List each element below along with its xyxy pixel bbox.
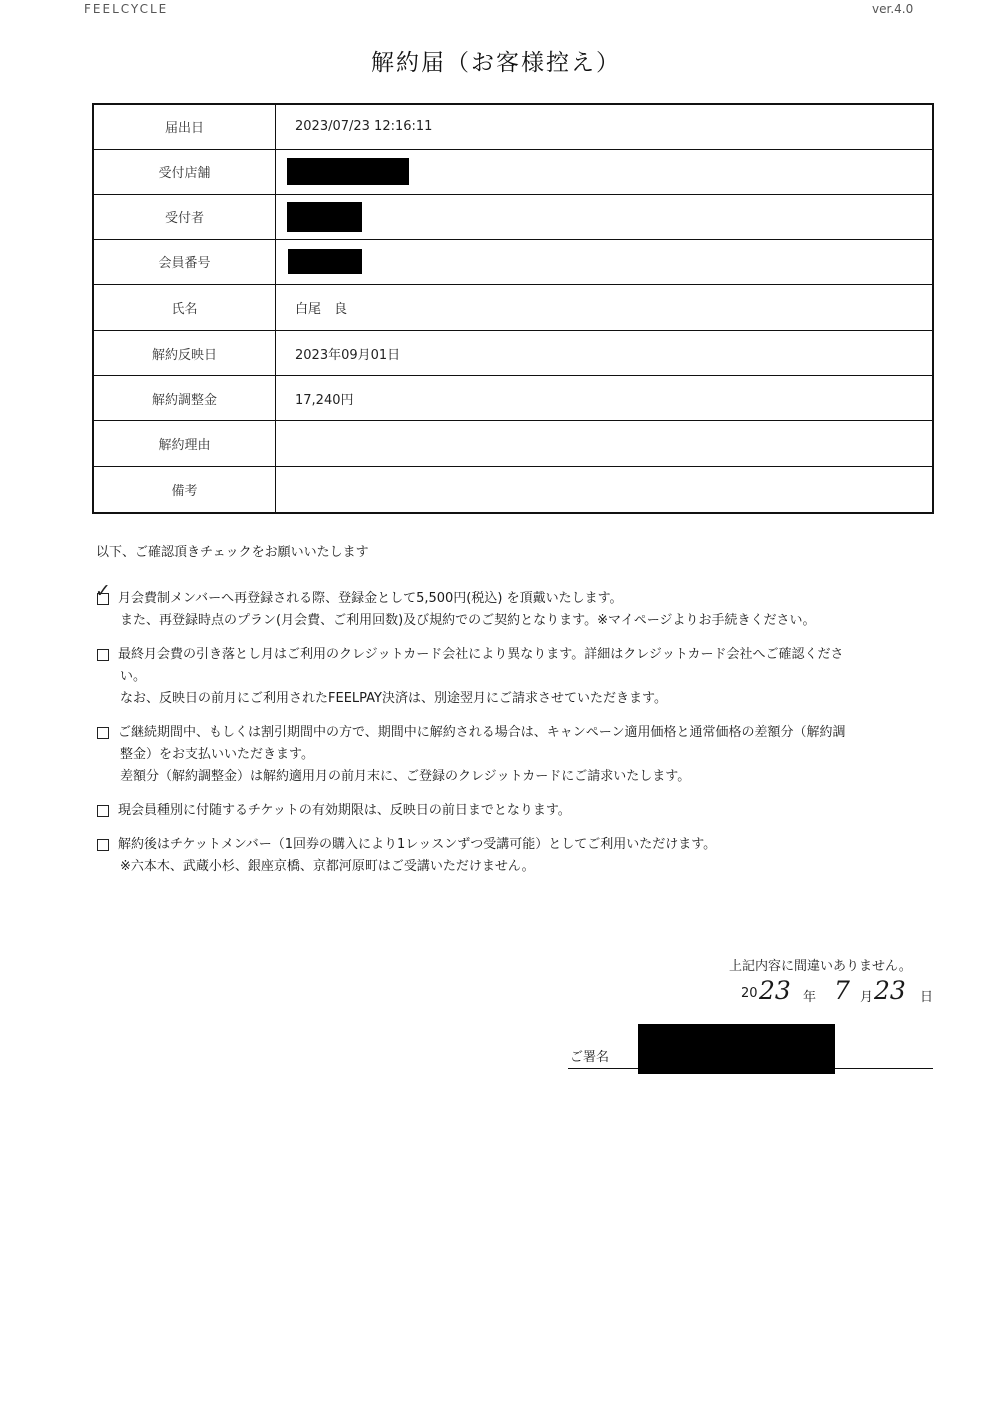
date-month-handwritten: 7: [834, 976, 850, 1005]
label-name: 氏名: [93, 284, 276, 330]
redaction-signature: [638, 1024, 835, 1074]
date-month-label: 月: [860, 990, 874, 1005]
label-adjustment-fee: 解約調整金: [93, 376, 276, 421]
redaction-member-number: [288, 249, 362, 274]
date-day-handwritten: 23: [874, 976, 906, 1005]
item-text: なお、反映日の前月にご利用されたFEELPAY決済は、別途翌月にご請求させていただきます。: [120, 691, 667, 706]
value-reason: [276, 421, 934, 467]
value-name: 白尾 良: [276, 284, 934, 330]
label-submit-date: 届出日: [93, 104, 276, 149]
label-remarks: 備考: [93, 467, 276, 513]
label-receiver: 受付者: [93, 194, 276, 239]
value-store: [276, 149, 934, 194]
item-text: 整金）をお支払いいただきます。: [120, 747, 314, 762]
confirmation-statement: 上記内容に間違いありません。: [729, 959, 912, 974]
checklist-item: [95, 580, 941, 632]
checklist-item: [96, 834, 941, 878]
checkbox[interactable]: [97, 727, 109, 739]
checkbox[interactable]: [97, 805, 109, 817]
signature-label: ご署名: [570, 1050, 610, 1065]
item-text: ※六本木、武蔵小杉、銀座京橋、京都河原町はご受講いただけません。: [120, 859, 535, 874]
date-year-label: 年: [803, 990, 817, 1005]
checkbox[interactable]: [97, 649, 109, 661]
item-text: また、再登録時点のプラン(月会費、ご利用回数)及び規約でのご契約となります。※マイページよりお手続きください。: [120, 613, 816, 628]
row-store: [93, 149, 933, 194]
label-store: 受付店舗: [93, 149, 276, 194]
value-member-number: [276, 239, 934, 284]
date-year-prefix: 20: [741, 986, 758, 1001]
row-member-number: [93, 239, 933, 284]
checklist-item: [96, 644, 941, 710]
date-day-label: 日: [920, 990, 934, 1005]
info-table: [92, 103, 934, 514]
redaction-receiver: [287, 202, 362, 232]
checkbox[interactable]: [97, 839, 109, 851]
redaction-store: [287, 158, 409, 185]
header-brand: FEELCYCLE: [84, 2, 169, 16]
row-adjustment-fee: [93, 376, 933, 421]
row-effective-date: [93, 331, 933, 376]
checklist: [95, 580, 941, 878]
value-adjustment-fee: 17,240円: [276, 376, 934, 421]
checklist-item: [96, 800, 941, 822]
signature-date: [741, 976, 941, 1014]
row-receiver: [93, 194, 933, 239]
date-year-handwritten: 23: [759, 976, 791, 1005]
row-submit-date: [93, 104, 933, 149]
checklist-item: [96, 722, 941, 788]
document-title: 解約届（お客様控え）: [371, 50, 621, 76]
header-version: ver.4.0: [872, 2, 914, 16]
checkmark-icon: ✓: [95, 580, 111, 602]
label-member-number: 会員番号: [93, 239, 276, 284]
row-name: [93, 284, 933, 330]
item-text: 現会員種別に付随するチケットの有効期限は、反映日の前日までとなります。: [118, 803, 571, 818]
row-remarks: [93, 467, 933, 513]
item-text: 月会費制メンバーへ再登録される際、登録金として5,500円(税込) を頂戴いたします。: [118, 591, 623, 606]
item-text: 解約後はチケットメンバー（1回券の購入により1レッスンずつ受講可能）としてご利用いただけます。: [118, 837, 717, 852]
item-text: い。: [120, 669, 147, 684]
item-text: 最終月会費の引き落とし月はご利用のクレジットカード会社により異なります。詳細はクレジットカード会社へご確認くださ: [118, 647, 844, 662]
item-text: 差額分（解約調整金）は解約適用月の前月末に、ご登録のクレジットカードにご請求いたします。: [120, 769, 691, 784]
item-text: ご継続期間中、もしくは割引期間中の方で、期間中に解約される場合は、キャンペーン適用価格と通常価格の差額分（解約調: [118, 725, 846, 740]
value-effective-date: 2023年09月01日: [276, 331, 934, 376]
label-effective-date: 解約反映日: [93, 331, 276, 376]
check-instruction: 以下、ご確認頂きチェックをお願いいたします: [96, 545, 369, 560]
label-reason: 解約理由: [93, 421, 276, 467]
value-remarks: [276, 467, 934, 513]
value-submit-date: 2023/07/23 12:16:11: [276, 104, 934, 149]
row-reason: [93, 421, 933, 467]
value-receiver: [276, 194, 934, 239]
